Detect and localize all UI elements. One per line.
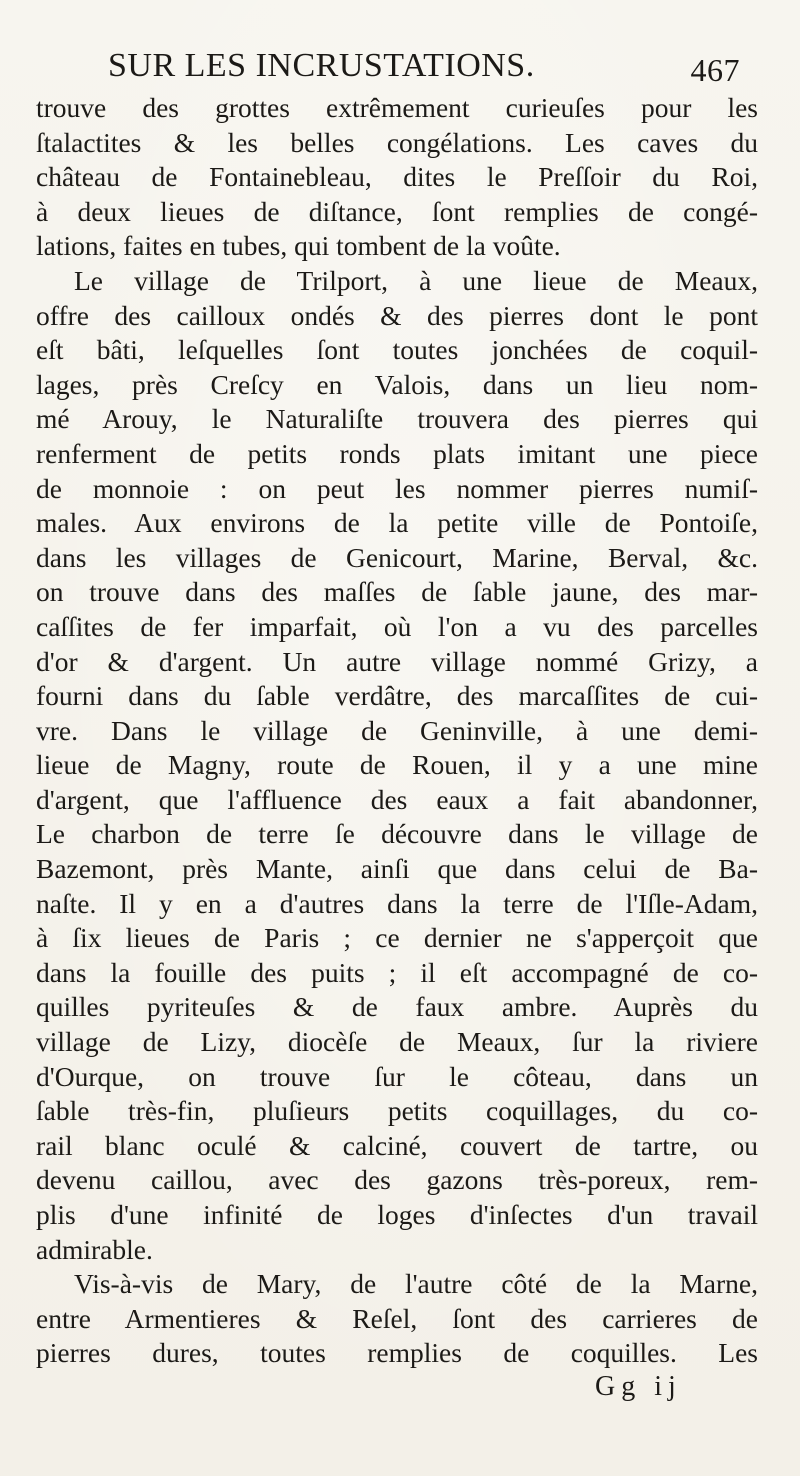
body-text — [36, 91, 758, 1371]
text-line: dans les villages de Genicourt, Marine, Berval, &c. — [36, 541, 758, 573]
text-line: admirable. — [36, 1233, 153, 1265]
text-line: Vis-à-vis de Mary, de l'autre côté de la Marne, — [74, 1268, 758, 1300]
text-line: renferment de petits ronds plats imitant une piece — [36, 437, 758, 469]
text-line: de monnoie : on peut les nommer pierres numiſ- — [36, 472, 758, 504]
text-line: offre des cailloux ondés & des pierres dont le pont — [36, 299, 758, 331]
text-line: d'or & d'argent. Un autre village nommé Grizy, a — [36, 645, 758, 677]
text-line: devenu caillou, avec des gazons très-poreux, rem- — [36, 1164, 758, 1196]
text-line: plis d'une infinité de loges d'inſectes d'un travail — [36, 1199, 758, 1230]
text-line: naſte. Il y en a d'autres dans la terre de l'Iſle-Adam, — [36, 887, 758, 919]
text-line: château de Fontainebleau, dites le Preſſoir du Roi, — [36, 161, 758, 193]
text-line: à deux lieues de diſtance, ſont remplies de congé- — [36, 195, 758, 227]
text-line: fourni dans du ſable verdâtre, des marcaſſites de cui- — [36, 680, 758, 712]
text-line: rail blanc oculé & calciné, couvert de tartre, ou — [36, 1129, 758, 1161]
text-line: village de Lizy, diocèſe de Meaux, ſur la riviere — [36, 1026, 758, 1058]
text-line: lations, faites en tubes, qui tombent de la voûte. — [36, 230, 561, 262]
text-line: vre. Dans le village de Geninville, à une demi- — [36, 714, 758, 746]
text-line: Bazemont, près Mante, ainſi que dans celui de Ba- — [36, 853, 758, 885]
text-line: à ſix lieues de Paris ; ce dernier ne s'apperçoit que — [36, 922, 758, 954]
text-line: quilles pyriteuſes & de faux ambre. Auprès du — [36, 991, 758, 1023]
text-line: ſtalactites & les belles congélations. Les caves du — [36, 126, 758, 158]
text-line: d'Ourque, on trouve ſur le côteau, dans un — [36, 1060, 758, 1092]
text-line: dans la fouille des puits ; il eſt accompagné de co- — [36, 956, 758, 988]
text-line: eſt bâti, leſquelles ſont toutes jonchées de coquil- — [36, 334, 758, 366]
text-line: d'argent, que l'affluence des eaux a fait abandonner, — [36, 783, 758, 815]
running-title: SUR LES INCRUSTATIONS. — [108, 47, 535, 84]
text-line: pierres dures, toutes remplies de coquilles. Les — [36, 1337, 758, 1369]
text-line: Le charbon de terre ſe découvre dans le village de — [36, 818, 758, 850]
text-line: lieue de Magny, route de Rouen, il y a une mine — [36, 749, 758, 781]
text-line: trouve des grottes extrêmement curieuſes pour les — [36, 92, 758, 123]
text-line: entre Armentieres & Reſel, ſont des carrieres de — [36, 1302, 758, 1334]
text-line: on trouve dans des maſſes de ſable jaune, des mar- — [36, 576, 758, 608]
page-number: 467 — [690, 52, 740, 88]
text-line: lages, près Creſcy en Valois, dans un lieu nom- — [36, 368, 758, 400]
text-line: males. Aux environs de la petite ville de Pontoiſe, — [36, 507, 758, 539]
text-line: Le village de Trilport, à une lieue de Meaux, — [74, 264, 758, 296]
text-line: mé Arouy, le Naturaliſte trouvera des pierres qui — [36, 403, 758, 435]
text-line: ſable très-fin, pluſieurs petits coquillages, du co- — [36, 1095, 758, 1127]
signature-mark: Gg ij — [595, 1371, 682, 1402]
text-line: caſſites de fer imparfait, où l'on a vu des parcelles — [36, 610, 758, 642]
running-head — [108, 44, 748, 88]
